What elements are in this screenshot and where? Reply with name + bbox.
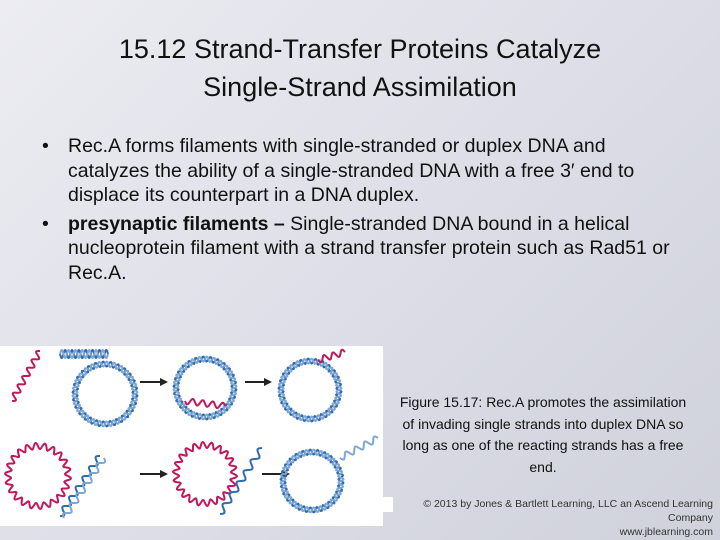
top-arrow-1-head [160, 378, 168, 386]
bullet-marker: • [42, 135, 49, 157]
bullet-text: Single-stranded DNA bound in a helical nucleoprotein filament with a strand transfer protein such as Rad51 or Rec.A. [68, 212, 670, 284]
copyright-notice [383, 497, 713, 539]
title-line-2: Single-Strand Assimilation [203, 72, 517, 102]
top-displaced-strand [318, 350, 345, 362]
bullet-marker: • [42, 212, 49, 235]
top-left-single-strand [12, 351, 40, 401]
top-invading-strand [185, 399, 225, 408]
bullet-term: presynaptic filaments – [68, 212, 285, 235]
bottom-released-strand [340, 437, 378, 460]
bullet-list [42, 134, 682, 290]
top-arrow-2-head [264, 378, 272, 386]
bottom-joined-circle [173, 442, 237, 506]
bottom-arrow-1-head [160, 470, 168, 478]
figure-caption: Figure 15.17: Rec.A promotes the assimilation of invading single strands into duplex DNA so long as one of the reacting strands has a free end. [399, 394, 687, 475]
strand-assimilation-figure [0, 346, 383, 526]
bottom-linear-duplex-strand [60, 456, 100, 516]
copyright-line-1: © 2013 by Jones & Bartlett Learning, LLC an Ascend Learning Company [423, 498, 713, 524]
figure-illustration [0, 346, 383, 526]
bullet-text: Rec.A forms filaments with single-stranded or duplex DNA and catalyzes the ability of a single-stranded DNA with a free 3′ end to displace its counterpart in a DNA duplex. [68, 135, 635, 207]
copyright-mask [383, 497, 393, 512]
slide-title [30, 30, 690, 106]
bullet-item-reca [42, 134, 682, 208]
title-line-1: 15.12 Strand-Transfer Proteins Catalyze [118, 34, 602, 64]
bullet-item-presynaptic [42, 212, 682, 286]
bottom-single-strand-circle [5, 443, 71, 509]
copyright-line-2: www.jblearning.com [619, 526, 713, 538]
